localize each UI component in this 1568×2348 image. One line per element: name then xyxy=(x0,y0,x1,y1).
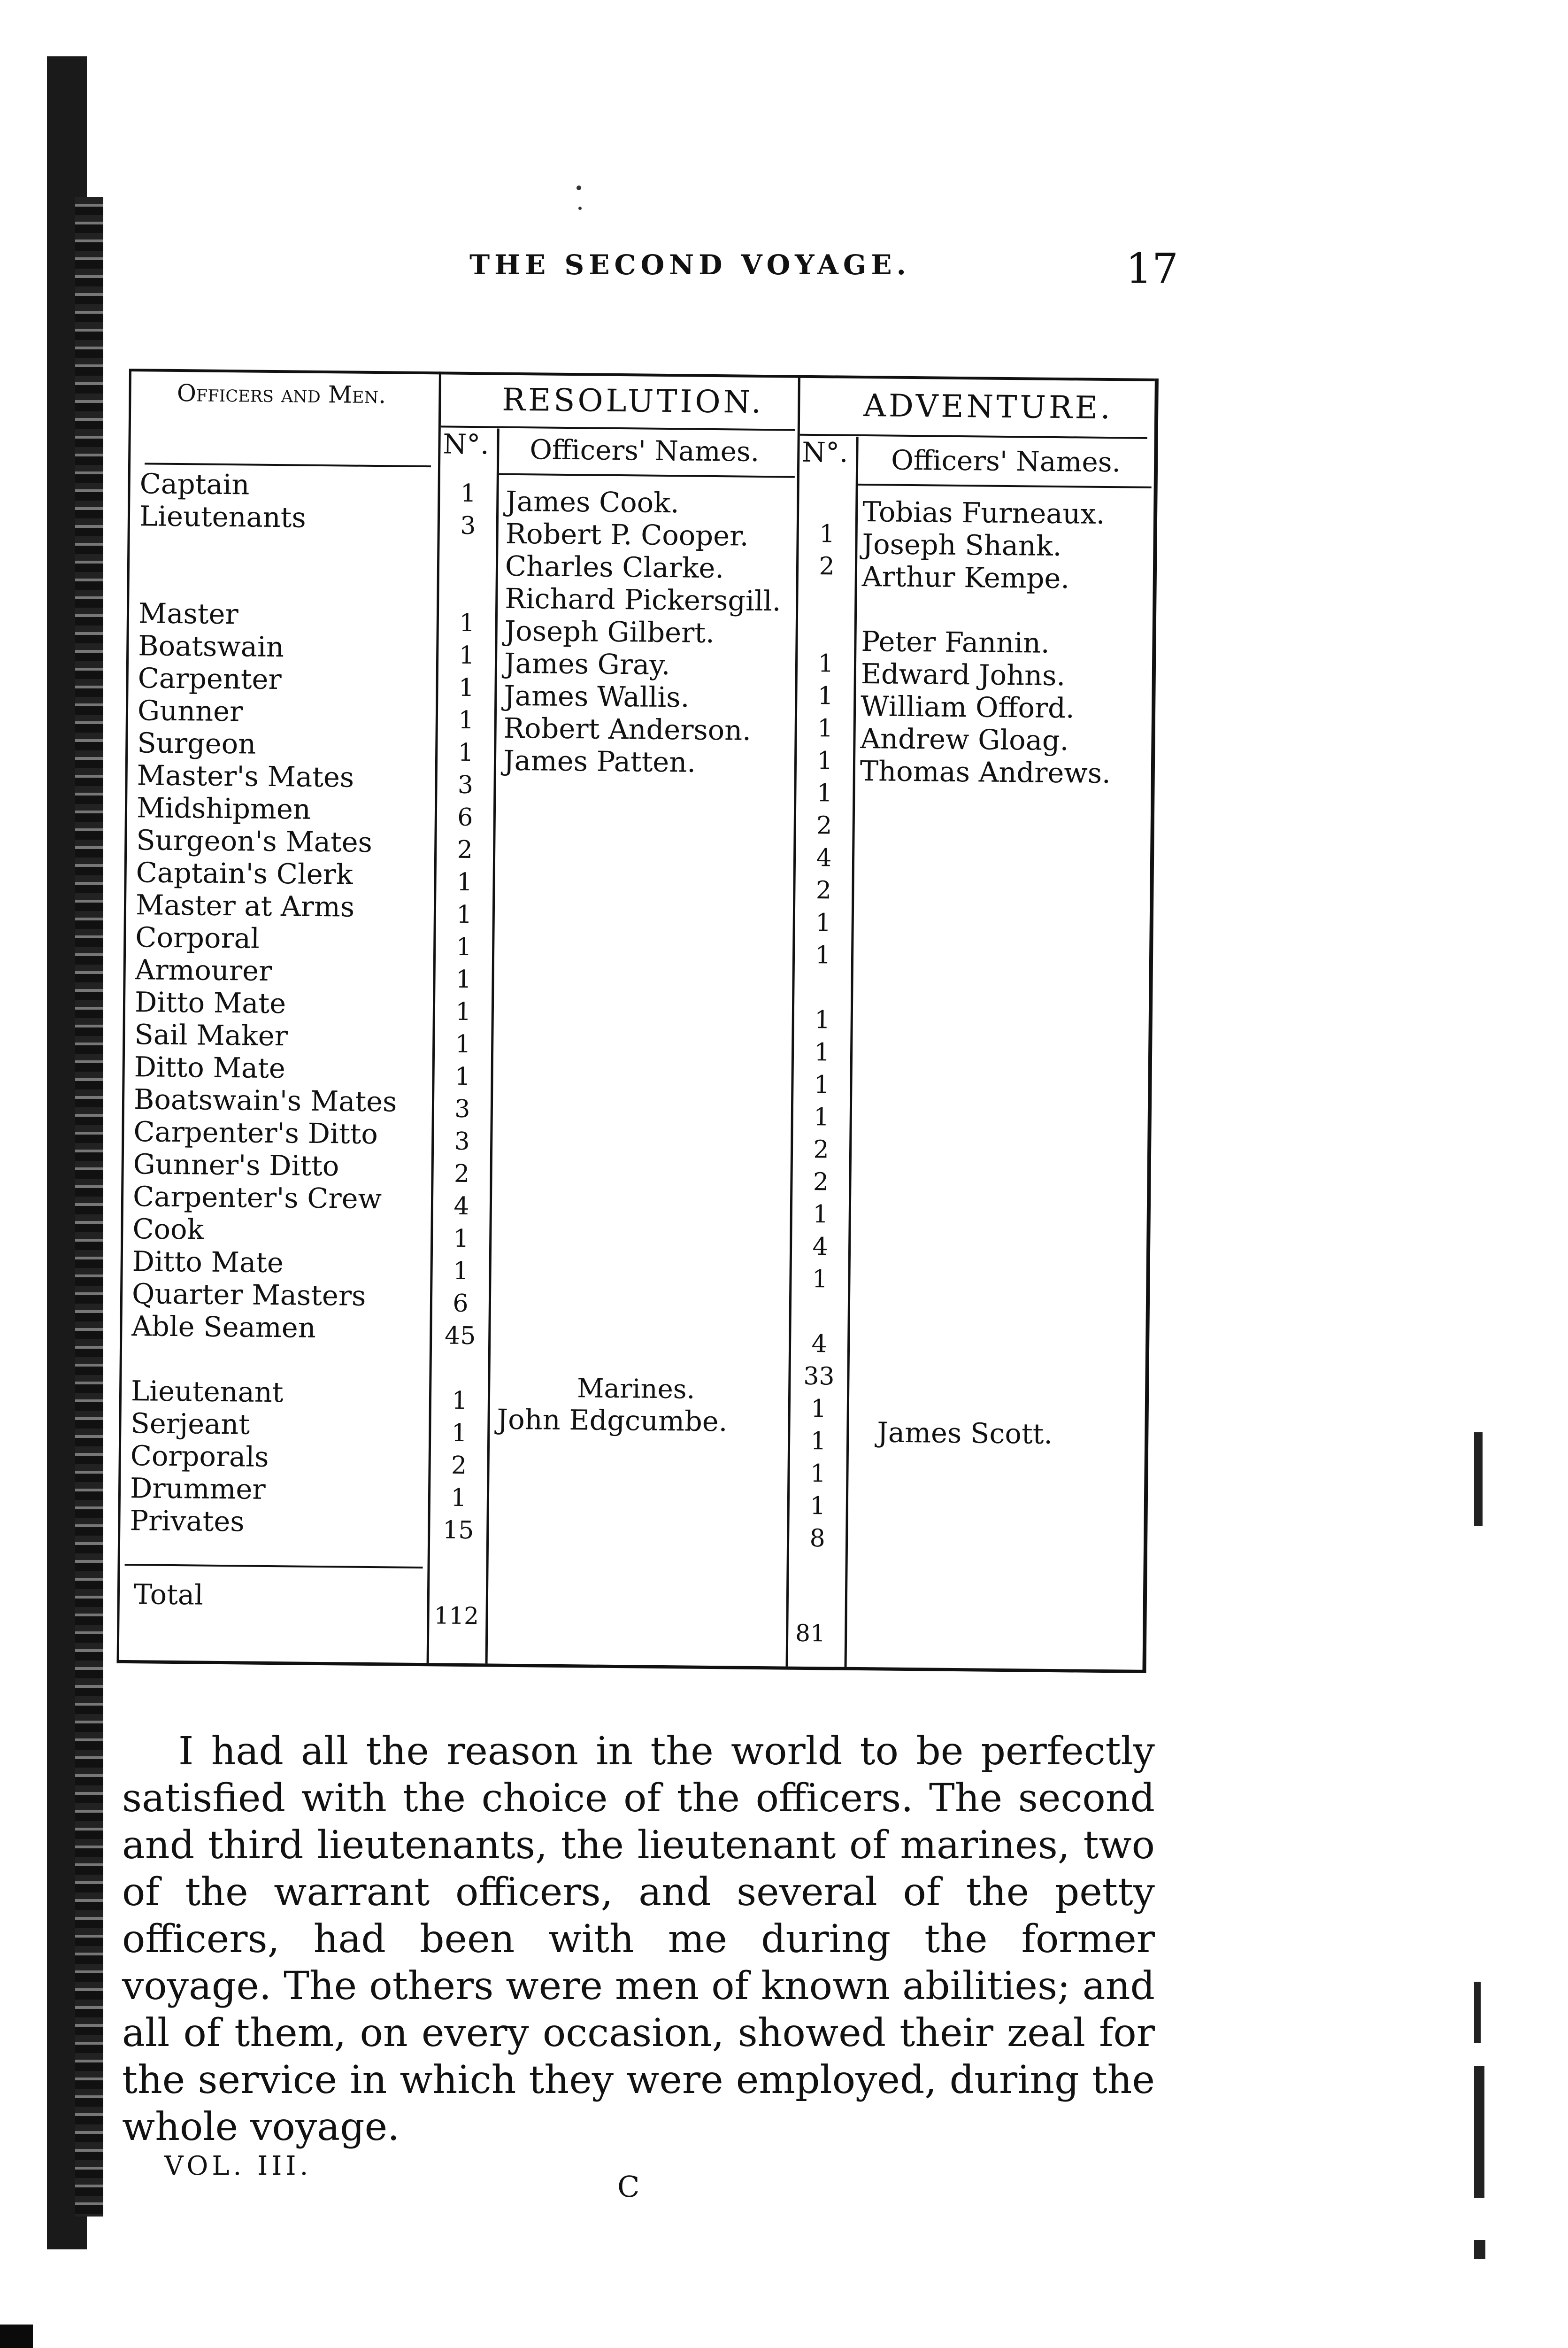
marine-count: 1 xyxy=(809,1492,826,1521)
crew-count: 4 xyxy=(811,1330,827,1359)
crew-count: 1 xyxy=(814,1006,830,1035)
header-rule xyxy=(499,473,795,478)
ship-header-adventure: ADVENTURE. xyxy=(863,387,1114,426)
officer-name: Joseph Gilbert. xyxy=(504,614,715,649)
crew-count: 2 xyxy=(457,835,473,865)
number-header: N°. xyxy=(802,436,848,469)
ink-speck xyxy=(578,207,582,210)
crew-count: 1 xyxy=(819,520,835,548)
body-paragraph xyxy=(122,1728,1155,2151)
officer-name: James Patten. xyxy=(503,744,696,779)
marine-count: 8 xyxy=(809,1524,825,1553)
adventure-numbers-column xyxy=(789,486,856,1555)
role-label: Master at Arms xyxy=(135,888,355,923)
crew-count: 2 xyxy=(816,811,832,840)
crew-count: 45 xyxy=(444,1321,476,1351)
roles-column xyxy=(130,467,431,1539)
ship-header-resolution: RESOLUTION. xyxy=(502,381,764,420)
role-label: Carpenter's Ditto xyxy=(133,1115,378,1151)
crew-count xyxy=(439,542,496,575)
header-rule xyxy=(800,434,1147,439)
crew-count xyxy=(791,1296,848,1328)
crew-count: 4 xyxy=(816,844,832,873)
role-label: Surgeon xyxy=(137,726,256,760)
header-rule xyxy=(145,463,431,467)
crew-count: 1 xyxy=(456,900,472,929)
crew-count: 1 xyxy=(456,933,472,962)
crew-count xyxy=(439,574,496,607)
marine-role-label: Privates xyxy=(130,1504,245,1538)
crew-count: 6 xyxy=(453,1289,469,1318)
roles-header: Officers and Men. xyxy=(177,379,386,409)
officer-name: Thomas Andrews. xyxy=(860,754,1111,790)
role-label: Ditto Mate xyxy=(132,1245,284,1279)
running-title: THE SECOND VOYAGE. xyxy=(469,249,911,281)
crew-count: 1 xyxy=(817,747,833,775)
role-label: Corporal xyxy=(135,921,260,955)
number-header: N°. xyxy=(443,428,490,461)
role-label: Gunner's Ditto xyxy=(133,1148,339,1182)
crew-count: 1 xyxy=(458,738,474,767)
ink-speck xyxy=(576,185,581,190)
role-label: Boatswain xyxy=(138,629,284,664)
crew-count: 2 xyxy=(813,1168,829,1197)
total-rule xyxy=(125,1564,423,1568)
crew-count: 3 xyxy=(454,1095,470,1124)
officer-name xyxy=(861,593,1113,627)
marine-count: 1 xyxy=(810,1460,826,1488)
crew-count: 1 xyxy=(813,1103,830,1132)
officer-name: Richard Pickersgill. xyxy=(505,582,781,618)
role-label: Carpenter's Crew xyxy=(132,1180,382,1215)
role-label xyxy=(138,564,430,600)
crew-count: 1 xyxy=(816,779,833,808)
marine-officer-name: James Scott. xyxy=(877,1416,1053,1450)
crew-count: 1 xyxy=(818,649,834,678)
crew-count: 1 xyxy=(459,641,475,670)
marine-officer-name: John Edgcumbe. xyxy=(497,1403,728,1438)
crew-count: 1 xyxy=(817,682,834,711)
crew-count: 3 xyxy=(457,771,474,800)
marine-role-label: Lieutenant xyxy=(131,1375,284,1409)
crew-count: 1 xyxy=(455,965,472,994)
signature-mark: C xyxy=(617,2170,640,2204)
crew-count: 1 xyxy=(455,997,471,1027)
header-rule xyxy=(441,425,795,431)
scanned-page-edge xyxy=(47,56,103,2254)
role-label: Sail Maker xyxy=(134,1018,288,1052)
role-label: Boatswain's Mates xyxy=(133,1083,397,1118)
officer-name: Edward Johns. xyxy=(861,657,1066,692)
crew-table xyxy=(117,369,1159,1673)
adventure-total: 81 xyxy=(795,1619,826,1647)
crew-count: 1 xyxy=(814,1071,830,1099)
role-label: Master xyxy=(138,597,239,631)
names-header: Officers' Names. xyxy=(891,444,1121,479)
officer-name: James Gray. xyxy=(504,647,670,681)
resolution-total: 112 xyxy=(434,1602,479,1630)
crew-count: 3 xyxy=(454,1127,470,1156)
role-label: Able Seamen xyxy=(131,1310,316,1344)
officer-name: Charles Clarke. xyxy=(505,549,724,585)
role-label: Quarter Masters xyxy=(131,1277,366,1312)
crew-count: 1 xyxy=(455,1030,471,1059)
officer-name: Arthur Kempe. xyxy=(861,560,1070,595)
role-label: Carpenter xyxy=(138,662,282,696)
crew-count: 1 xyxy=(812,1265,828,1294)
role-label: Lieutenants xyxy=(139,500,307,534)
crew-count xyxy=(798,583,855,616)
crew-count: 1 xyxy=(812,1200,829,1229)
marine-count: 1 xyxy=(810,1395,827,1423)
crew-count: 1 xyxy=(458,706,474,735)
crew-count: 2 xyxy=(453,1159,470,1189)
role-label: Master's Mates xyxy=(137,759,354,794)
role-label: Midshipmen xyxy=(136,791,311,826)
crew-count xyxy=(798,615,854,648)
role-label: Cook xyxy=(132,1213,204,1246)
names-header: Officers' Names. xyxy=(530,433,760,468)
crew-count: 1 xyxy=(814,1038,830,1067)
total-label: Total xyxy=(133,1578,204,1611)
officer-name: James Cook. xyxy=(505,485,680,519)
volume-footer: VOL. III. xyxy=(164,2151,312,2181)
paragraph-text: I had all the reason in the world to be perfectly satisfied with the choice of the officers. The second and third lieutenants, the lieutenant of marines, two of the warrant officers, and several of the petty officers, had been with me during the former voyage. The others were men of known abilities; and all of them, on every occasion, showed their zeal for the service in which they were employed, during the whole voyage. xyxy=(122,1729,1155,2149)
crew-count: 1 xyxy=(453,1224,469,1253)
officer-name: Joseph Shank. xyxy=(862,528,1062,563)
crew-count: 1 xyxy=(817,714,833,743)
crew-count: 1 xyxy=(454,1062,471,1091)
resolution-marine-names xyxy=(497,1403,728,1438)
crew-count: 33 xyxy=(803,1362,835,1391)
crew-count: 1 xyxy=(456,868,473,897)
crew-count: 1 xyxy=(459,609,475,638)
adventure-officer-names xyxy=(860,495,1114,789)
role-label: Armourer xyxy=(135,953,272,987)
officer-name: Andrew Gloag. xyxy=(860,722,1069,757)
page-header xyxy=(460,244,1192,301)
header-rule xyxy=(858,484,1152,488)
role-label: Gunner xyxy=(137,694,243,728)
crew-count: 4 xyxy=(812,1233,828,1261)
marine-count: 1 xyxy=(451,1483,467,1513)
marine-role-label: Drummer xyxy=(130,1472,266,1506)
marine-count: 1 xyxy=(452,1386,468,1415)
marine-count: 1 xyxy=(810,1427,826,1456)
crew-count: 1 xyxy=(453,1257,469,1286)
page-number: 17 xyxy=(1126,244,1178,293)
resolution-officer-names xyxy=(503,485,782,780)
resolution-numbers-column xyxy=(430,477,497,1547)
role-label: Captain's Clerk xyxy=(136,856,353,891)
officer-name: Tobias Furneaux. xyxy=(862,495,1105,530)
marine-count: 2 xyxy=(451,1451,467,1480)
crew-count: 1 xyxy=(815,909,831,937)
crew-count: 1 xyxy=(815,941,831,970)
crew-count: 1 xyxy=(458,673,475,703)
officer-name: James Wallis. xyxy=(504,679,690,714)
crew-count: 3 xyxy=(460,511,476,541)
crew-count xyxy=(799,486,856,518)
adventure-marine-names xyxy=(877,1416,1053,1450)
officer-name: Peter Fannin. xyxy=(861,625,1050,659)
crew-count: 2 xyxy=(819,552,835,581)
role-label: Captain xyxy=(139,467,250,501)
officer-name: William Offord. xyxy=(860,689,1075,725)
crew-count: 1 xyxy=(460,479,477,508)
crew-count: 2 xyxy=(815,876,832,905)
role-label: Surgeon's Mates xyxy=(136,824,373,859)
crew-count: 4 xyxy=(453,1192,469,1221)
role-label: Ditto Mate xyxy=(134,1050,286,1085)
marine-count: 15 xyxy=(442,1516,474,1545)
marines-label: Marines. xyxy=(576,1373,695,1405)
role-label xyxy=(139,532,430,567)
officer-name: Robert Anderson. xyxy=(503,711,752,747)
marine-role-label: Serjeant xyxy=(131,1407,250,1441)
marine-role-label: Corporals xyxy=(130,1439,269,1473)
scan-margin-marks xyxy=(1474,1432,1512,2325)
crew-count xyxy=(794,972,851,1004)
role-label: Ditto Mate xyxy=(134,986,286,1020)
marine-count: 1 xyxy=(451,1419,468,1448)
scan-edge-block xyxy=(0,2325,33,2348)
officer-name: Robert P. Cooper. xyxy=(505,517,749,552)
crew-count: 6 xyxy=(457,803,473,832)
crew-count: 2 xyxy=(813,1135,829,1164)
